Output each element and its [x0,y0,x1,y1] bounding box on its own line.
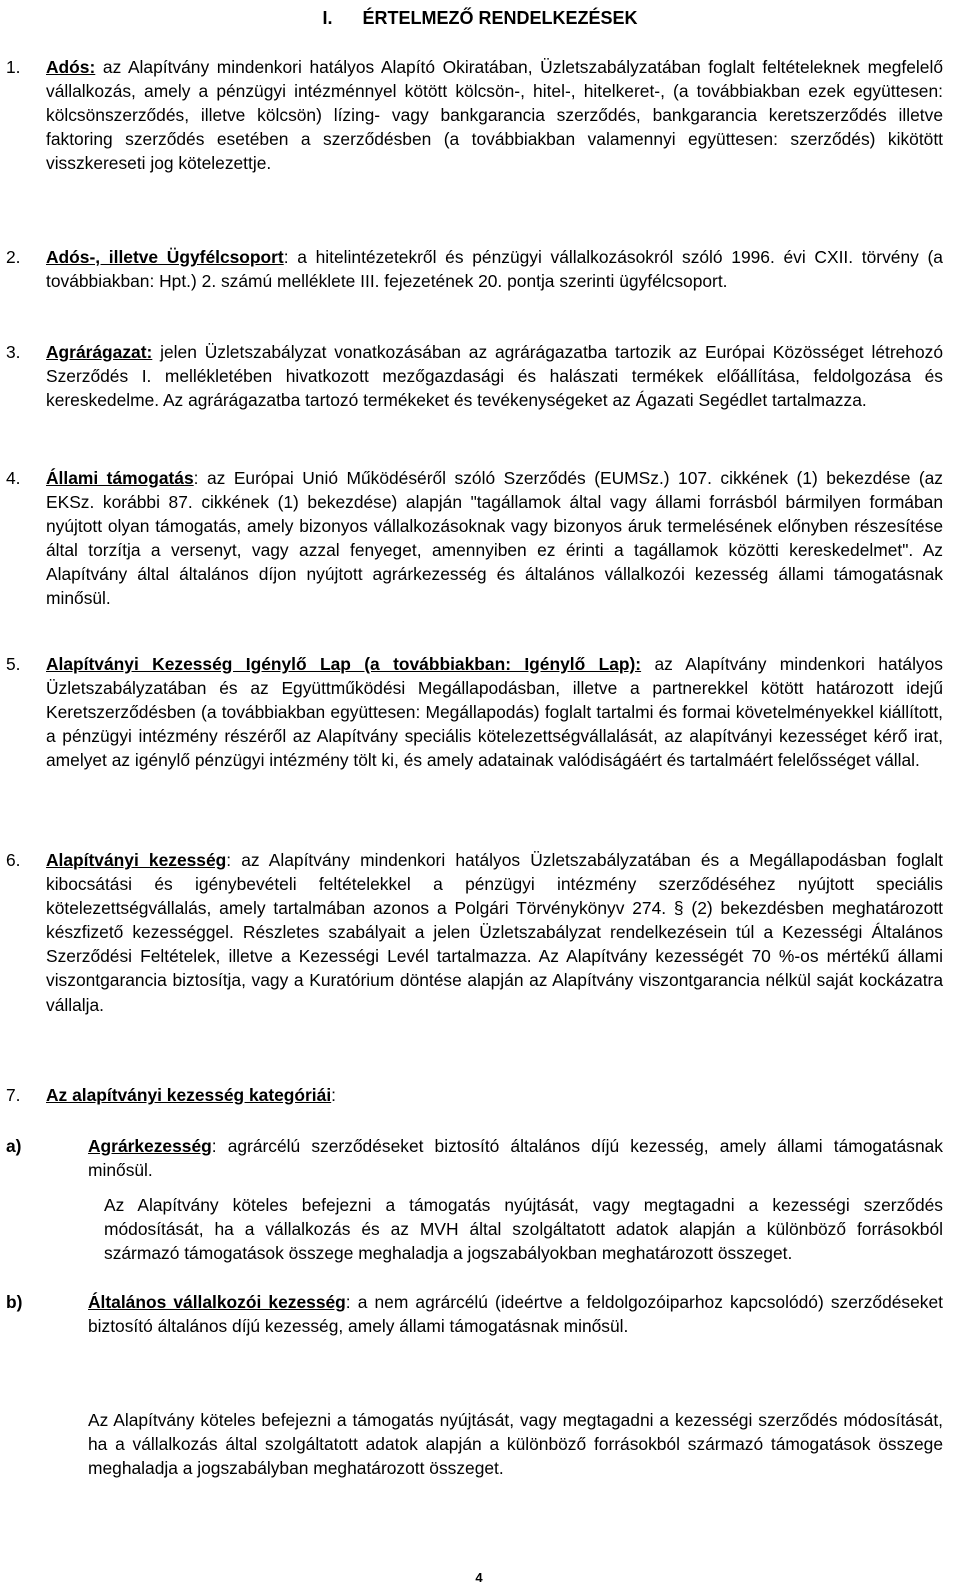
definition-separator: : [226,850,232,870]
definition-item [6,340,943,412]
category-term: Agrárkezesség [88,1136,212,1156]
section-number: I. [322,8,333,28]
category-note: Az Alapítvány köteles befejezni a támogatás nyújtását, vagy megtagadni a kezességi szerződés módosítását, ha a vállalkozás által szolgáltatott adatok alapján a különböző forrásokból származó támogatások összege meghaladja a jogszabályban meghatározott összeget. [88,1410,943,1479]
definition-number: 3. [6,342,21,362]
definition-term: Adós: [46,57,96,77]
definition-term: Adós-, illetve Ügyfélcsoport [46,247,284,267]
definition-text: a hitelintézetekről és pénzügyi vállalkozásokról szóló 1996. évi CXII. törvény (a továbbiakban: Hpt.) 2. számú melléklete III. fejezetének 20. pontja szerinti ügyfélcsoport. [46,247,943,292]
definition-number: 1. [6,57,21,77]
definition-term: Alapítványi kezesség [46,850,227,870]
definition-term: Az alapítványi kezesség kategóriái [46,1085,332,1105]
category-letter: a) [6,1136,22,1156]
category-separator: : [345,1292,351,1312]
definition-item [6,652,943,772]
definition-number: 7. [6,1085,21,1105]
category-term: Általános vállalkozói kezesség [88,1292,346,1312]
category-text: agrárcélú szerződéseket biztosító általános díjú kezesség, amely állami támogatásnak minősül. [88,1136,943,1181]
definition-separator: : [193,468,199,488]
definition-number: 5. [6,654,21,674]
definition-item [6,55,943,175]
definition-separator: : [331,1085,336,1105]
definition-text: az Európai Unió Működéséről szóló Szerződés (EUMSz.) 107. cikkének (1) bekezdése (az EKSz. korábbi 87. cikkének (1) bekezdése) alapján "tagállamok által vagy állami forrásból bármilyen formában nyújtott olyan támogatás, amely bizonyos vállalkozásoknak vagy bizonyos áruk termelésének előnyben részesítése által torzítja a versenyt, vagy azzal fenyeget, amennyiben ez érinti a tagállamok közötti kereskedelmet". Az Alapítvány által általános díjon nyújtott agrárkezesség és általános vállalkozói kezesség állami támogatásnak minősül. [46,468,944,609]
definition-item [6,245,943,293]
definition-number: 2. [6,247,21,267]
definition-text: az Alapítvány mindenkori hatályos Alapító Okiratában, Üzletszabályzatában foglalt feltételeknek megfelelő vállalkozás, amely a pénzügyi intézménnyel kötött kölcsön-, hitel-, hitelkeret-, (a továbbiakban ezek együttesen: kölcsönszerződés, illetve kölcsön) lízing- vagy bankgarancia szerződés, bankgarancia keretszerződés illetve faktoring szerződés esetében a szerződésben (a továbbiakban valamennyi együttesen: szerződés) kikötött visszkereseti jog kötelezettje. [46,57,943,174]
definition-item [6,1083,943,1107]
definition-term: Alapítványi Kezesség Igénylő Lap (a továbbiakban: Igénylő Lap): [46,654,642,674]
category-item [6,1134,943,1182]
definition-item [6,848,943,1017]
definition-item [6,466,944,611]
definition-separator: : [283,247,289,267]
definition-text: jelen Üzletszabályzat vonatkozásában az agrárágazatba tartozik az Európai Közösséget létrehozó Szerződés I. mellékletében hivatkozott mezőgazdasági és halászati termékek előállítása, feldolgozása és kereskedelme. Az agrárágazatba tartozó termékeket és tevékenységeket az Ágazati Segédlet tartalmazza. [46,342,943,411]
category-note: Az Alapítvány köteles befejezni a támogatás nyújtását, vagy megtagadni a kezességi szerződés módosítását, ha a vállalkozás és az MVH által szolgáltatott adatok alapján a különböző forrásokból származó támogatások összege meghaladja a jogszabályokban meghatározott összeget. [104,1195,943,1264]
definition-text: az Alapítvány mindenkori hatályos Üzletszabályzatában és az Együttműködési Megállapodásban, illetve a partnerekkel kötött határozott idejű Keretszerződésben (a továbbiakban együttesen: Megállapodás) foglalt tartalmi és formai követelményekkel kiállított, a pénzügyi intézmény részéről az Alapítvány speciális kötelezettségvállalását, az alapítványi kezességet kérő irat, amelyet az igénylő pénzügyi intézmény tölt ki, és amely adatainak valódiságáért és tartalmáért felelősséget vállal. [46,654,943,771]
definition-term: Agrárágazat: [46,342,153,362]
definition-text: az Alapítvány mindenkori hatályos Üzletszabályzatában és a Megállapodásban foglalt kibocsátási és igénybevételi feltételekkel a pénzügyi intézmény szerződéséhez nyújtott speciális kötelezettségvállalás, amely tartalmában azonos a Polgári Törvénykönyv 274. § (2) bekezdésben meghatározott készfizető kezességgel. Részletes szabályait a jelen Üzletszabályzat rendelkezésein túl a Kezességi Általános Szerződési Feltételek, illetve a Kezességi Levél tartalmazza. Az Alapítvány kezességét 70 %-os mértékű állami viszontgarancia biztosítja, vagy a Kuratórium döntése alapján az Alapítvány viszontgarancia nélkül saját kockázatra vállalja. [46,850,943,1015]
definition-term: Állami támogatás [46,468,194,488]
category-separator: : [211,1136,217,1156]
section-title: ÉRTELMEZŐ RENDELKEZÉSEK [362,8,638,28]
category-item [6,1290,943,1338]
category-text: a nem agrárcélú (ideértve a feldolgozóiparhoz kapcsolódó) szerződéseket biztosító általános díjú kezesség, amely állami támogatásnak minősül. [88,1292,943,1337]
section-heading [0,6,960,30]
definition-number: 4. [6,468,21,488]
page-number: 4 [475,1570,483,1585]
category-letter: b) [6,1292,23,1312]
definition-number: 6. [6,850,21,870]
